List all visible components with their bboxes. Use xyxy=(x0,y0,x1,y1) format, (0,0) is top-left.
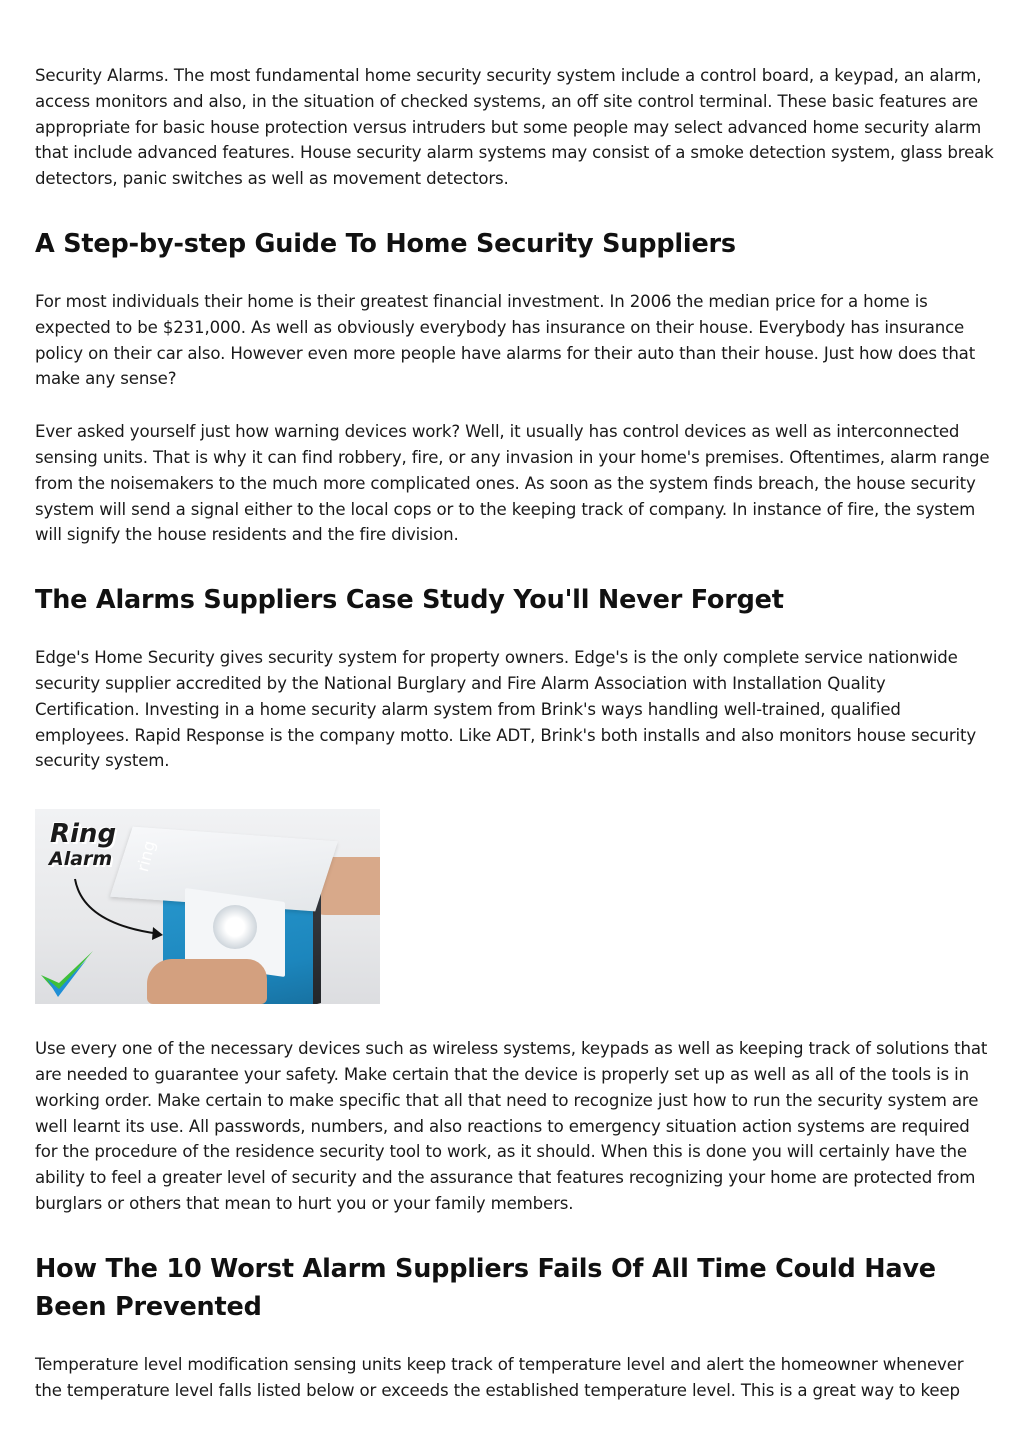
paragraph-edges-home-security: Edge's Home Security gives security system for property owners. Edge's is the only complete service nationwide security supplier accredited by the National Burglary and Fire Alarm Association with Installation Quality Certification. Investing in a home security alarm system from Brink's ways handling well-trained, qualified employees. Rapid Response is the company motto. Like ADT, Brink's both installs and also monitors house security security system. xyxy=(35,648,977,771)
paragraph-intro: Security Alarms. The most fundamental home security security system include a control board, a keypad, an alarm, access monitors and also, in the situation of checked systems, an off site control terminal. These basic features are appropriate for basic house protection versus intruders but some people may select advanced home security alarm that include advanced features. House security alarm systems may consist of a smoke detection system, glass break detectors, panic switches as well as movement detectors. xyxy=(35,66,994,189)
article xyxy=(35,63,995,1403)
paragraph-necessary-devices: Use every one of the necessary devices such as wireless systems, keypads as well as keeping track of solutions that are needed to guarantee your safety. Make certain that the device is properly set up as well as all of the tools is in working order. Make certain to make specific that all that need to recognize just how to run the security system are well learnt its use. All passwords, numbers, and also reactions to emergency situation action systems are required for the procedure of the residence security tool to work, as it should. When this is done you will certainly have the ability to feel a greater level of security and the assurance that features recognizing your home are protected from burglars or others that mean to hurt you or your family members. xyxy=(35,1039,988,1213)
heading-case-study: The Alarms Suppliers Case Study You'll Never Forget xyxy=(35,585,784,616)
ring-alarm-product-image xyxy=(35,809,380,1004)
box-brand-text: ring xyxy=(133,838,160,874)
paragraph-how-alarms-work: Ever asked yourself just how warning devices work? Well, it usually has control devices as well as interconnected sensing units. That is why it can find robbery, fire, or any invasion in your home's premises. Oftentimes, alarm range from the noisemakers to the much more complicated ones. As soon as the system finds breach, the house security system will send a signal either to the local cops or to the keeping track of company. In instance of fire, the system will signify the house residents and the fire division. xyxy=(35,422,990,545)
paragraph-investment: For most individuals their home is their greatest financial investment. In 2006 the median price for a home is expected to be $231,000. As well as obviously everybody has insurance on their house. Everybody has insurance policy on their car also. However even more people have alarms for their auto than their house. Just how does that make any sense? xyxy=(35,291,976,389)
paragraph-temperature-sensors: Temperature level modification sensing units keep track of temperature level and alert the homeowner whenever the temperature level falls listed below or exceeds the established temperature level. This is a great way to keep xyxy=(35,1354,964,1400)
checkmark-logo-icon xyxy=(37,945,97,1003)
logo-ring-text: Ring xyxy=(50,819,117,850)
logo-alarm-text: Alarm xyxy=(49,848,113,871)
heading-step-by-step-guide: A Step-by-step Guide To Home Security Suppliers xyxy=(35,228,736,259)
heading-worst-alarm-suppliers: How The 10 Worst Alarm Suppliers Fails Of All Time Could Have Been Prevented xyxy=(35,1253,936,1322)
